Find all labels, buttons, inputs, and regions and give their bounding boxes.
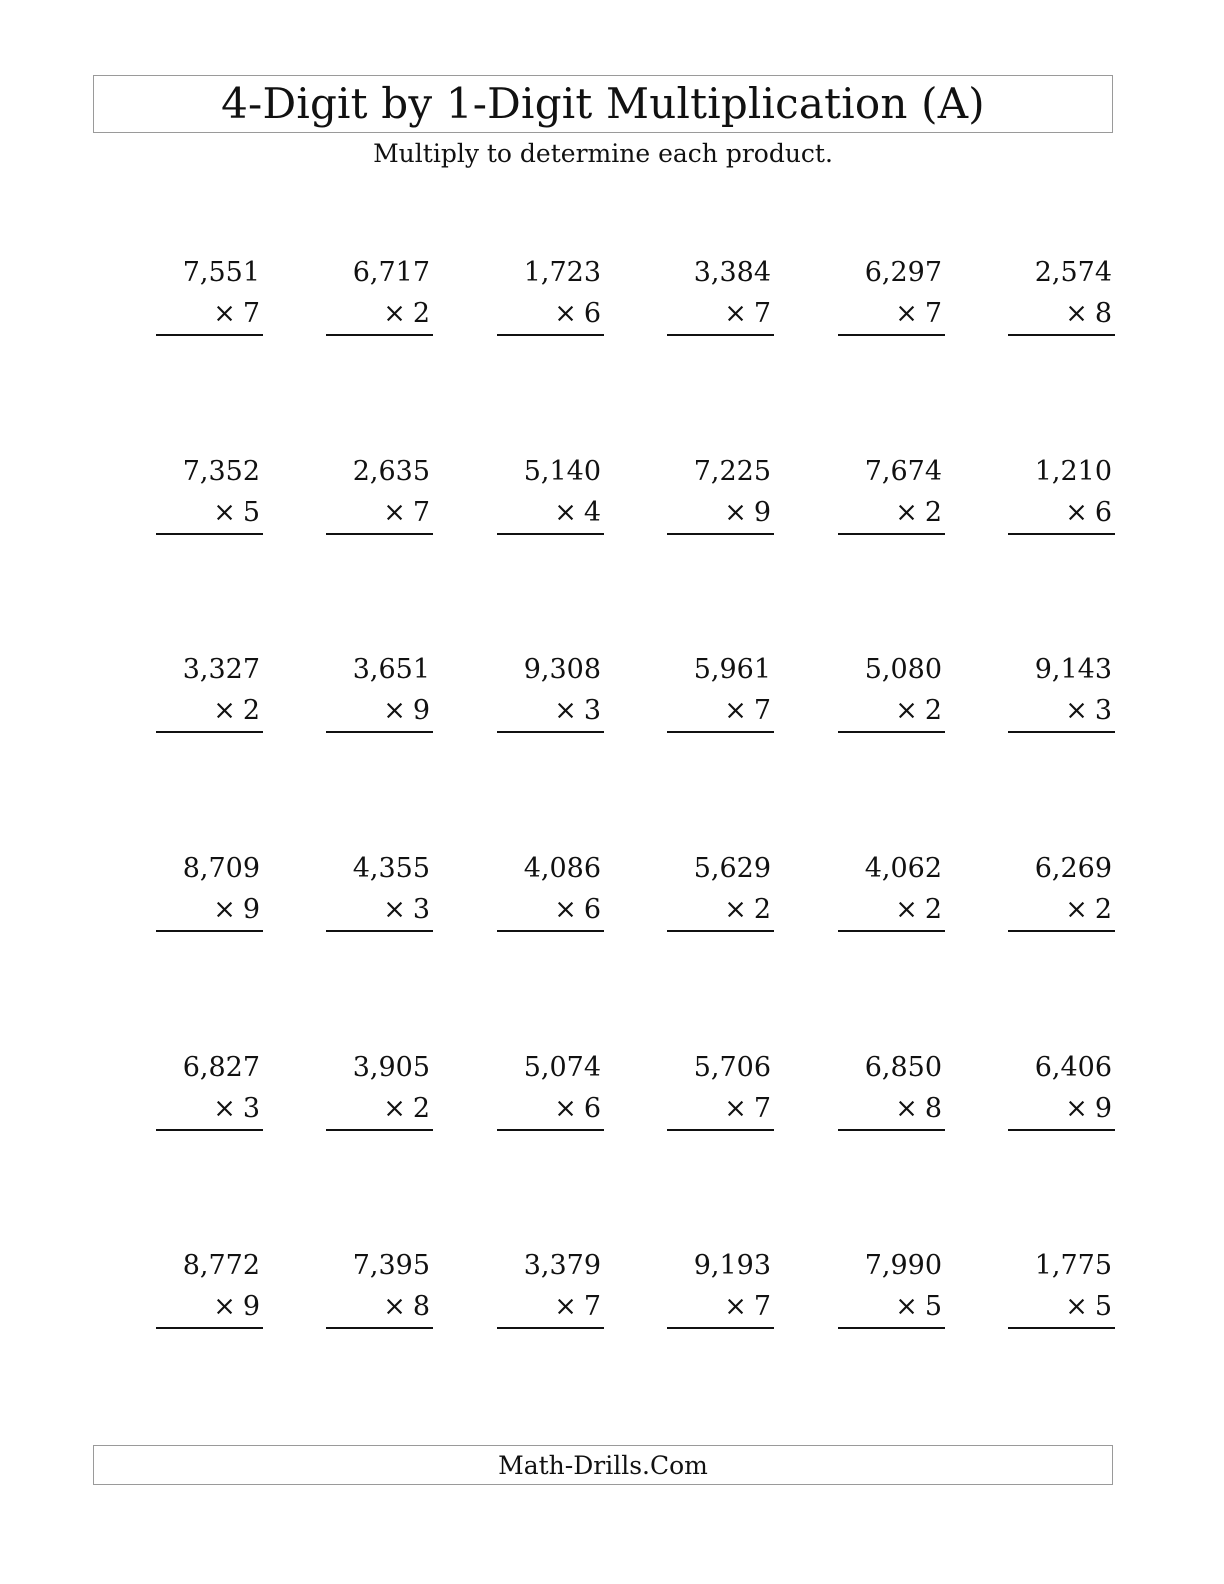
multiplicand: 2,574 [1034, 257, 1112, 288]
times-sign: × [554, 695, 577, 726]
multiplier [724, 1095, 771, 1122]
answer-line [156, 930, 263, 932]
footer-text: Math-Drills.Com [498, 1450, 708, 1480]
times-sign: × [895, 1291, 918, 1322]
problem-2-1 [156, 458, 263, 538]
multiplier [554, 499, 601, 526]
times-sign: × [213, 1093, 236, 1124]
problem-6-4 [667, 1252, 774, 1332]
answer-line [497, 731, 604, 733]
problem-5-1 [156, 1054, 263, 1134]
answer-line [326, 930, 433, 932]
multiplier-digit: 6 [1094, 497, 1112, 528]
problem-2-2 [326, 458, 433, 538]
answer-line [326, 334, 433, 336]
problem-1-2 [326, 259, 433, 339]
multiplier [383, 1095, 430, 1122]
multiplier-digit: 2 [924, 695, 942, 726]
multiplier-digit: 3 [242, 1093, 260, 1124]
multiplicand: 8,772 [182, 1250, 260, 1281]
multiplier-digit: 6 [583, 1093, 601, 1124]
answer-line [838, 1129, 945, 1131]
multiplicand: 6,850 [864, 1052, 942, 1083]
multiplier-digit: 7 [753, 1093, 771, 1124]
multiplier [554, 697, 601, 724]
multiplier [724, 499, 771, 526]
times-sign: × [895, 894, 918, 925]
times-sign: × [1065, 1291, 1088, 1322]
answer-line [156, 334, 263, 336]
multiplier-digit: 2 [753, 894, 771, 925]
times-sign: × [724, 695, 747, 726]
problem-4-2 [326, 855, 433, 935]
multiplicand: 7,352 [182, 456, 260, 487]
answer-line [667, 533, 774, 535]
multiplicand: 7,225 [693, 456, 771, 487]
multiplier-digit: 3 [1094, 695, 1112, 726]
problem-3-3 [497, 656, 604, 736]
multiplier [1065, 300, 1112, 327]
multiplicand: 9,308 [523, 654, 601, 685]
times-sign: × [895, 497, 918, 528]
multiplicand: 7,990 [864, 1250, 942, 1281]
problem-3-6 [1008, 656, 1115, 736]
problem-1-6 [1008, 259, 1115, 339]
times-sign: × [895, 298, 918, 329]
multiplier-digit: 6 [583, 298, 601, 329]
multiplicand: 5,706 [693, 1052, 771, 1083]
multiplicand: 7,395 [352, 1250, 430, 1281]
problem-1-1 [156, 259, 263, 339]
answer-line [497, 1327, 604, 1329]
multiplier [724, 1293, 771, 1320]
answer-line [156, 731, 263, 733]
multiplier [895, 1095, 942, 1122]
multiplier [724, 896, 771, 923]
problem-6-3 [497, 1252, 604, 1332]
problem-3-4 [667, 656, 774, 736]
answer-line [497, 533, 604, 535]
problem-2-4 [667, 458, 774, 538]
problem-5-2 [326, 1054, 433, 1134]
problem-6-6 [1008, 1252, 1115, 1332]
multiplier [554, 1293, 601, 1320]
answer-line [1008, 1129, 1115, 1131]
times-sign: × [383, 894, 406, 925]
multiplier-digit: 7 [924, 298, 942, 329]
multiplicand: 3,379 [523, 1250, 601, 1281]
multiplier [213, 1095, 260, 1122]
answer-line [838, 334, 945, 336]
multiplier [895, 499, 942, 526]
multiplier-digit: 5 [242, 497, 260, 528]
problem-4-1 [156, 855, 263, 935]
answer-line [1008, 533, 1115, 535]
multiplicand: 7,674 [864, 456, 942, 487]
times-sign: × [554, 1291, 577, 1322]
answer-line [667, 1327, 774, 1329]
multiplier-digit: 9 [242, 1291, 260, 1322]
multiplicand: 1,775 [1034, 1250, 1112, 1281]
multiplier-digit: 9 [242, 894, 260, 925]
multiplier-digit: 5 [924, 1291, 942, 1322]
multiplier [213, 896, 260, 923]
multiplier [213, 300, 260, 327]
multiplier-digit: 3 [412, 894, 430, 925]
times-sign: × [895, 1093, 918, 1124]
times-sign: × [724, 1291, 747, 1322]
multiplier-digit: 2 [412, 1093, 430, 1124]
multiplier-digit: 7 [753, 695, 771, 726]
answer-line [1008, 334, 1115, 336]
multiplicand: 1,210 [1034, 456, 1112, 487]
multiplicand: 6,269 [1034, 853, 1112, 884]
multiplier [1065, 697, 1112, 724]
multiplier [1065, 896, 1112, 923]
answer-line [838, 930, 945, 932]
multiplier [554, 300, 601, 327]
problem-4-5 [838, 855, 945, 935]
times-sign: × [213, 894, 236, 925]
multiplier-digit: 2 [242, 695, 260, 726]
multiplier-digit: 4 [583, 497, 601, 528]
answer-line [326, 533, 433, 535]
times-sign: × [554, 894, 577, 925]
multiplier-digit: 2 [924, 497, 942, 528]
problem-6-2 [326, 1252, 433, 1332]
multiplier [1065, 499, 1112, 526]
multiplier-digit: 8 [924, 1093, 942, 1124]
multiplier [383, 896, 430, 923]
multiplier [895, 697, 942, 724]
answer-line [838, 1327, 945, 1329]
answer-line [156, 1129, 263, 1131]
multiplier-digit: 9 [753, 497, 771, 528]
problem-3-2 [326, 656, 433, 736]
multiplier [724, 300, 771, 327]
times-sign: × [383, 1093, 406, 1124]
multiplicand: 9,143 [1034, 654, 1112, 685]
answer-line [1008, 930, 1115, 932]
times-sign: × [1065, 1093, 1088, 1124]
multiplicand: 3,384 [693, 257, 771, 288]
page-title: 4-Digit by 1-Digit Multiplication (A) [221, 79, 985, 128]
multiplier-digit: 7 [242, 298, 260, 329]
problem-5-3 [497, 1054, 604, 1134]
multiplier [383, 300, 430, 327]
multiplier-digit: 7 [753, 1291, 771, 1322]
times-sign: × [213, 695, 236, 726]
multiplier-digit: 9 [1094, 1093, 1112, 1124]
multiplier-digit: 7 [753, 298, 771, 329]
answer-line [838, 533, 945, 535]
multiplier [213, 697, 260, 724]
multiplicand: 5,074 [523, 1052, 601, 1083]
problem-2-5 [838, 458, 945, 538]
footer-box [93, 1445, 1113, 1485]
multiplicand: 8,709 [182, 853, 260, 884]
answer-line [326, 731, 433, 733]
problem-1-3 [497, 259, 604, 339]
multiplicand: 6,406 [1034, 1052, 1112, 1083]
multiplier-digit: 2 [412, 298, 430, 329]
problem-1-4 [667, 259, 774, 339]
multiplier [383, 697, 430, 724]
times-sign: × [1065, 298, 1088, 329]
multiplier-digit: 3 [583, 695, 601, 726]
times-sign: × [213, 1291, 236, 1322]
problem-3-1 [156, 656, 263, 736]
multiplier-digit: 7 [412, 497, 430, 528]
times-sign: × [383, 497, 406, 528]
multiplicand: 2,635 [352, 456, 430, 487]
problem-3-5 [838, 656, 945, 736]
answer-line [838, 731, 945, 733]
answer-line [156, 1327, 263, 1329]
multiplier [383, 1293, 430, 1320]
problem-2-6 [1008, 458, 1115, 538]
multiplier [213, 499, 260, 526]
problem-6-5 [838, 1252, 945, 1332]
problem-6-1 [156, 1252, 263, 1332]
times-sign: × [383, 298, 406, 329]
multiplier [895, 300, 942, 327]
multiplicand: 7,551 [182, 257, 260, 288]
times-sign: × [895, 695, 918, 726]
multiplier-digit: 2 [924, 894, 942, 925]
multiplier [383, 499, 430, 526]
multiplier-digit: 7 [583, 1291, 601, 1322]
multiplier [554, 1095, 601, 1122]
times-sign: × [724, 298, 747, 329]
multiplier [1065, 1095, 1112, 1122]
times-sign: × [1065, 695, 1088, 726]
times-sign: × [724, 497, 747, 528]
multiplier [895, 896, 942, 923]
multiplicand: 4,062 [864, 853, 942, 884]
problem-2-3 [497, 458, 604, 538]
times-sign: × [1065, 894, 1088, 925]
multiplicand: 6,827 [182, 1052, 260, 1083]
multiplicand: 5,140 [523, 456, 601, 487]
answer-line [326, 1327, 433, 1329]
times-sign: × [383, 1291, 406, 1322]
problem-5-4 [667, 1054, 774, 1134]
times-sign: × [213, 497, 236, 528]
multiplier-digit: 8 [412, 1291, 430, 1322]
multiplicand: 5,961 [693, 654, 771, 685]
multiplier [895, 1293, 942, 1320]
multiplicand: 6,297 [864, 257, 942, 288]
multiplicand: 3,651 [352, 654, 430, 685]
answer-line [497, 1129, 604, 1131]
answer-line [1008, 1327, 1115, 1329]
times-sign: × [724, 894, 747, 925]
multiplier [213, 1293, 260, 1320]
times-sign: × [554, 1093, 577, 1124]
multiplier [554, 896, 601, 923]
answer-line [667, 731, 774, 733]
problem-1-5 [838, 259, 945, 339]
answer-line [326, 1129, 433, 1131]
problem-4-4 [667, 855, 774, 935]
multiplicand: 4,355 [352, 853, 430, 884]
answer-line [667, 930, 774, 932]
multiplier-digit: 6 [583, 894, 601, 925]
multiplicand: 3,327 [182, 654, 260, 685]
answer-line [156, 533, 263, 535]
times-sign: × [724, 1093, 747, 1124]
answer-line [1008, 731, 1115, 733]
times-sign: × [383, 695, 406, 726]
problem-4-3 [497, 855, 604, 935]
multiplier-digit: 5 [1094, 1291, 1112, 1322]
times-sign: × [554, 497, 577, 528]
times-sign: × [213, 298, 236, 329]
multiplicand: 3,905 [352, 1052, 430, 1083]
multiplicand: 9,193 [693, 1250, 771, 1281]
multiplier-digit: 9 [412, 695, 430, 726]
multiplier [724, 697, 771, 724]
multiplicand: 4,086 [523, 853, 601, 884]
multiplicand: 1,723 [523, 257, 601, 288]
multiplier-digit: 8 [1094, 298, 1112, 329]
answer-line [497, 334, 604, 336]
multiplier-digit: 2 [1094, 894, 1112, 925]
multiplicand: 5,080 [864, 654, 942, 685]
multiplier [1065, 1293, 1112, 1320]
multiplicand: 5,629 [693, 853, 771, 884]
answer-line [497, 930, 604, 932]
answer-line [667, 1129, 774, 1131]
instructions: Multiply to determine each product. [373, 139, 833, 168]
multiplicand: 6,717 [352, 257, 430, 288]
answer-line [667, 334, 774, 336]
problem-5-6 [1008, 1054, 1115, 1134]
times-sign: × [1065, 497, 1088, 528]
problem-5-5 [838, 1054, 945, 1134]
problem-4-6 [1008, 855, 1115, 935]
times-sign: × [554, 298, 577, 329]
